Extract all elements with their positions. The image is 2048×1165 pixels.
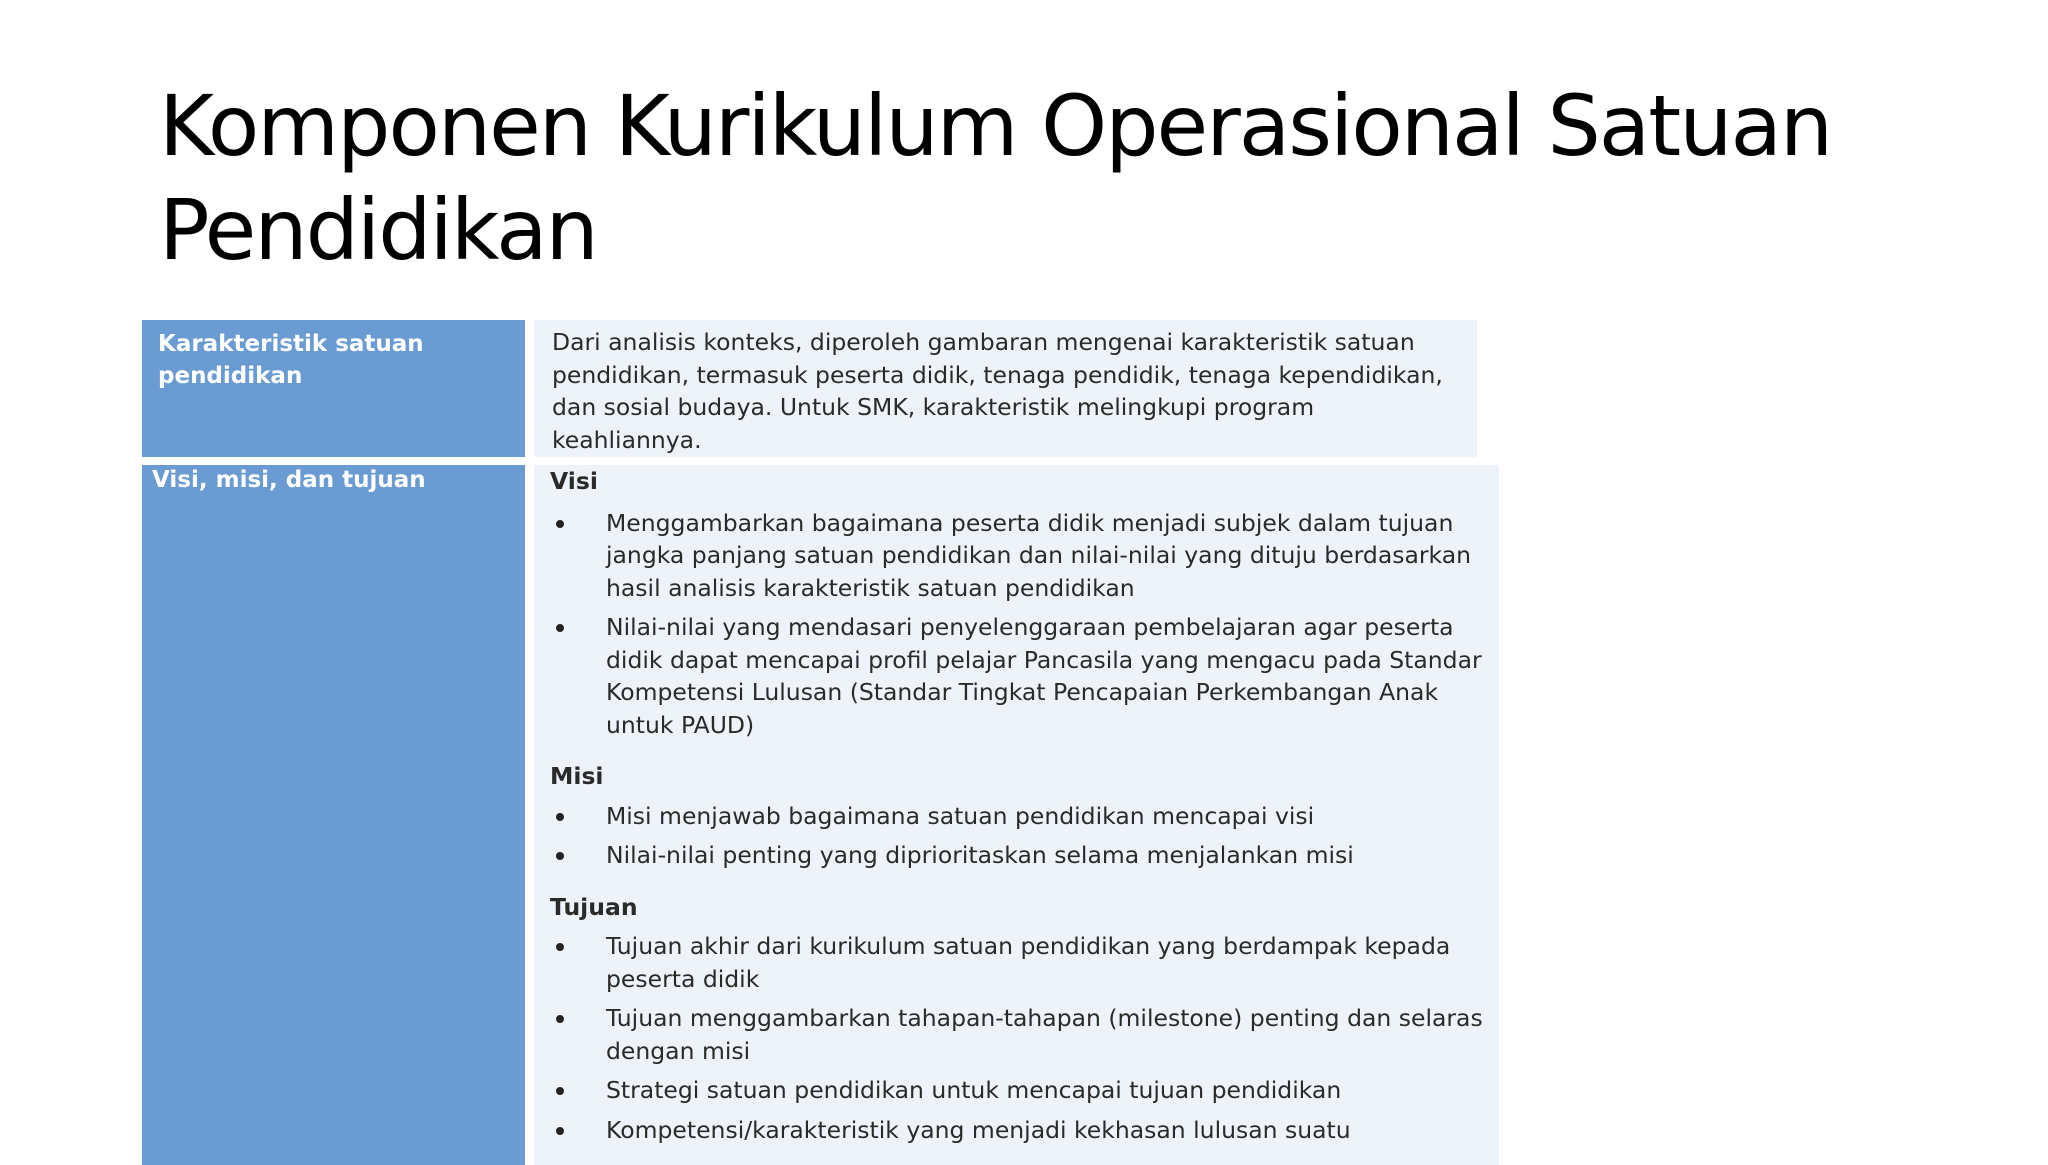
row-content-karakteristik: Dari analisis konteks, diperoleh gambaran mengenai karakteristik satuan pendidikan, termasuk peserta didik, tenaga pendidik, tenaga kependidikan, dan sosial budaya. Untuk SMK, karakteristik melingkupi program keahliannya. <box>534 320 1477 457</box>
list-item: Nilai-nilai penting yang diprioritaskan selama menjalankan misi <box>550 839 1487 872</box>
list-item: Kompetensi/karakteristik yang menjadi kekhasan lulusan suatu <box>550 1114 1487 1147</box>
slide-title <box>159 74 1919 282</box>
tujuan-list <box>550 930 1487 1146</box>
visi-list <box>550 507 1487 742</box>
list-item: Misi menjawab bagaimana satuan pendidikan mencapai visi <box>550 800 1487 833</box>
list-item: Tujuan akhir dari kurikulum satuan pendidikan yang berdampak kepada peserta didik <box>550 930 1487 995</box>
row-label-visi-misi-tujuan: Visi, misi, dan tujuan <box>142 465 525 1165</box>
column-gap <box>525 465 534 1165</box>
list-item: Menggambarkan bagaimana peserta didik menjadi subjek dalam tujuan jangka panjang satuan pendidikan dan nilai-nilai yang dituju berdasarkan hasil analisis karakteristik satuan pendidikan <box>550 507 1487 605</box>
row-content-visi-misi-tujuan <box>534 465 1499 1165</box>
section-heading-tujuan: Tujuan <box>550 892 638 921</box>
table-row-visi-misi-tujuan <box>142 465 1499 1165</box>
section-heading-visi: Visi <box>550 467 598 495</box>
column-gap <box>525 320 534 457</box>
misi-list <box>550 800 1487 872</box>
table-row-karakteristik <box>142 320 1477 457</box>
slide-title-line-2: Pendidikan <box>159 181 597 279</box>
list-item: Nilai-nilai yang mendasari penyelenggaraan pembelajaran agar peserta didik dapat mencapai profil pelajar Pancasila yang mengacu pada Standar Kompetensi Lulusan (Standar Tingkat Pencapaian Perkembangan Anak untuk PAUD) <box>550 611 1487 741</box>
section-heading-misi: Misi <box>550 762 604 790</box>
list-item: Tujuan menggambarkan tahapan-tahapan (milestone) penting dan selaras dengan misi <box>550 1002 1487 1067</box>
row-label-karakteristik: Karakteristik satuan pendidikan <box>142 320 525 457</box>
slide-title-line-1: Komponen Kurikulum Operasional Satuan <box>159 77 1832 175</box>
list-item: Strategi satuan pendidikan untuk mencapai tujuan pendidikan <box>550 1074 1487 1107</box>
